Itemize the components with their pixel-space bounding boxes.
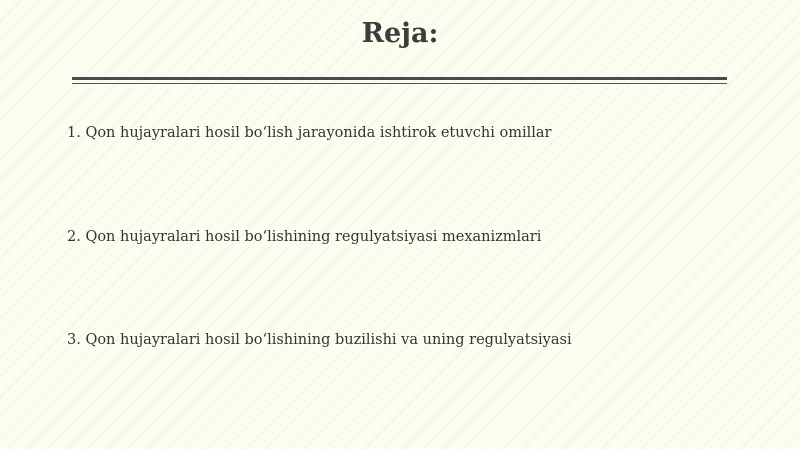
plan-item-2: 2. Qon hujayralari hosil bo‘lishining regulyatsiyasi mexanizmlari [67,229,542,245]
title-divider-thick [72,77,727,80]
plan-item-1: 1. Qon hujayralari hosil bo‘lish jarayonida ishtirok etuvchi omillar [67,125,552,141]
title-divider-thin [72,83,727,84]
slide-title: Reja: [361,18,439,49]
plan-item-3: 3. Qon hujayralari hosil bo‘lishining buzilishi va uning regulyatsiyasi [67,332,572,348]
